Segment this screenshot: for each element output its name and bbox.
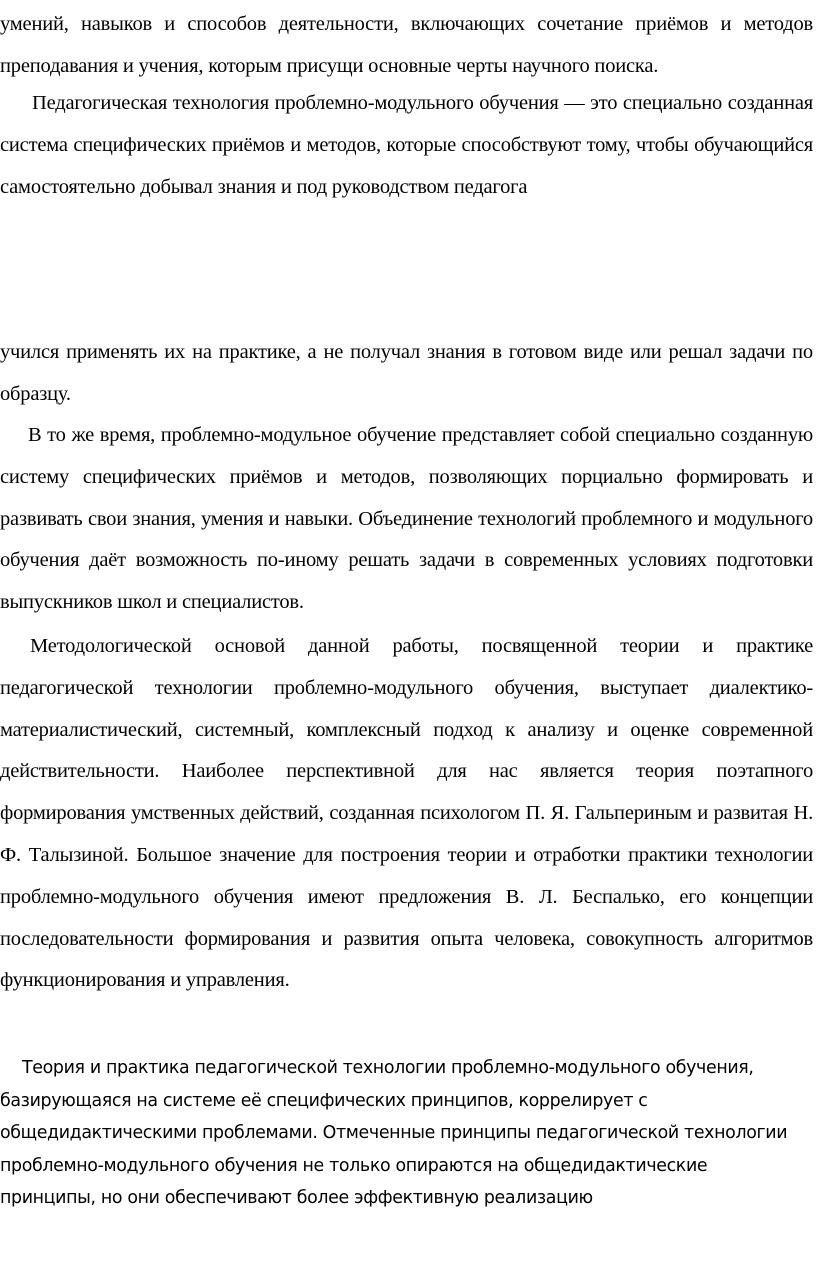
paragraph-2: Педагогическая технология проблемно-модульного обучения — это специально созданная система специфических приёмов и методов, которые способствуют тому, чтобы обучающийся самостоятельно добывал знания и под руководством педагога (0, 92, 813, 198)
paragraph-5: Методологической основой данной работы, посвященной теории и практике педагогической технологии проблемно-модульного обучения, выступает диалектико-материалистический, системный, комплексный подход к анализу и оценке современной действительности. Наиболее перспективной для нас является теория поэтапного формирования умственных действий, созданная психологом П. Я. Гальпериным и развитая Н. Ф. Талызиной. Большое значение для построения теории и отработки практики технологии проблемно-модульного обучения имеют предложения В. Л. Беспалько, его концепции последовательности формирования и развития опыта человека, совокупность алгоритмов функционирования и управления. (0, 635, 813, 992)
paragraph-4: В то же время, проблемно-модульное обучение представляет собой специально созданную систему специфических приёмов и методов, позволяющих порциально формировать и развивать свои знания, умения и навыки. Объединение технологий проблемного и модульного обучения даёт возможность по-иному решать задачи в современных условиях подготовки выпускников школ и специалистов. (0, 424, 813, 614)
paragraph-3: учился применять их на практике, а не получал знания в готовом виде или решал задачи по образцу. (0, 341, 813, 405)
paragraph-6: Теория и практика педагогической технологии проблемно-модульного обучения, базирующаяся на системе её специфических принципов, коррелирует с общедидактическими проблемами. Отмеченные принципы педагогической технологии проблемно-модульного обучения не только опираются на общедидактические принципы, но они обеспечивают более эффективную реализацию (0, 1058, 788, 1209)
paragraph-1: умений, навыков и способов деятельности, включающих сочетание приёмов и методов преподавания и учения, которым присущи основные черты научного поиска. (0, 13, 813, 77)
